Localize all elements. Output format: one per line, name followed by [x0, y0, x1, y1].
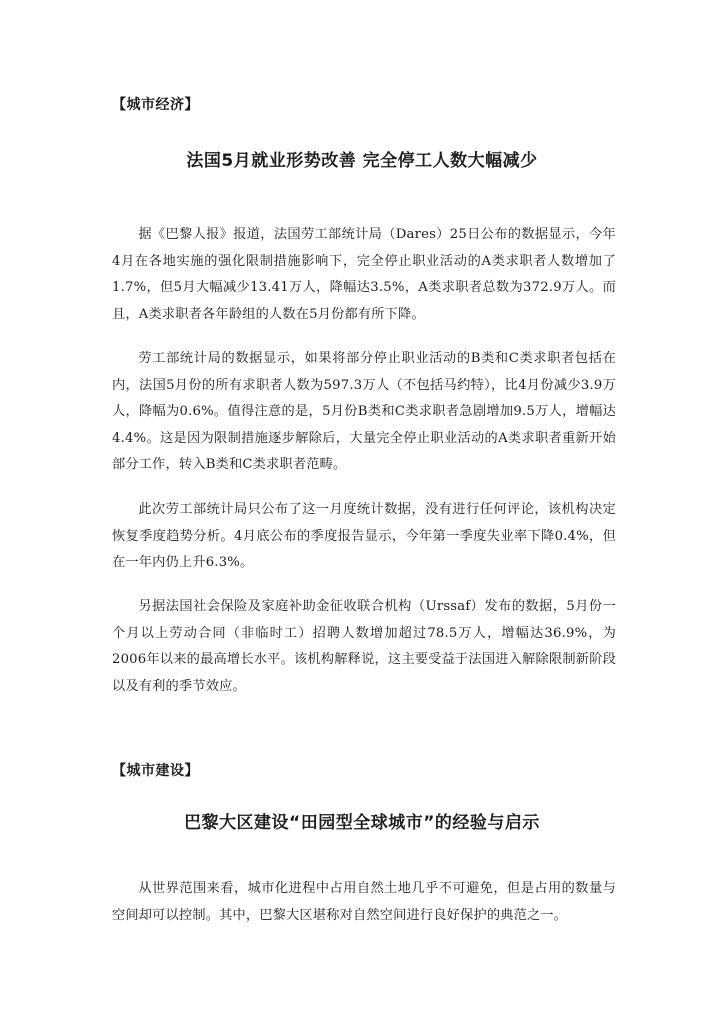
paragraph: 此次劳工部统计局只公布了这一月度统计数据，没有进行任何评论，该机构决定恢复季度趋势分析。4月底公布的季度报告显示，今年第一季度失业率下降0.4%，但在一年内仍上升6.3%。	[112, 502, 616, 570]
article-headline: 法国5月就业形势改善 完全停工人数大幅减少	[186, 151, 538, 171]
paragraph: 从世界范围来看，城市化进程中占用自然土地几乎不可避免，但是占用的数量与空间却可以控制。其中，巴黎大区堪称对自然空间进行良好保护的典范之一。	[112, 881, 616, 923]
section-tag-city-economy: 【城市经济】	[112, 97, 199, 113]
article-headline: 巴黎大区建设“田园型全球城市”的经验与启示	[184, 813, 540, 833]
section-tag-city-construction: 【城市建设】	[112, 763, 199, 779]
paragraph: 另据法国社会保险及家庭补助金征收联合机构（Urssaf）发布的数据，5月份一个月以上劳动合同（非临时工）招聘人数增加超过78.5万人，增幅达36.9%，为2006年以来的最高增长水平。该机构解释说，这主要受益于法国进入解除限制新阶段以及有利的季节效应。	[112, 599, 616, 694]
paragraph: 劳工部统计局的数据显示，如果将部分停止职业活动的B类和C类求职者包括在内，法国5月份的所有求职者人数为597.3万人（不包括马约特），比4月份减少3.9万人，降幅为0.6%。值得注意的是，5月份B类和C类求职者急剧增加9.5万人，增幅达4.4%。这是因为限制措施逐步解除后，大量完全停止职业活动的A类求职者重新开始部分工作，转入B类和C类求职者范畴。	[112, 351, 616, 472]
paragraph: 据《巴黎人报》报道，法国劳工部统计局（Dares）25日公布的数据显示，今年4月在各地实施的强化限制措施影响下，完全停止职业活动的A类求职者人数增加了1.7%，但5月大幅减少13.41万人，降幅达3.5%，A类求职者总数为372.9万人。而且，A类求职者各年龄组的人数在5月份都有所下降。	[112, 227, 616, 322]
